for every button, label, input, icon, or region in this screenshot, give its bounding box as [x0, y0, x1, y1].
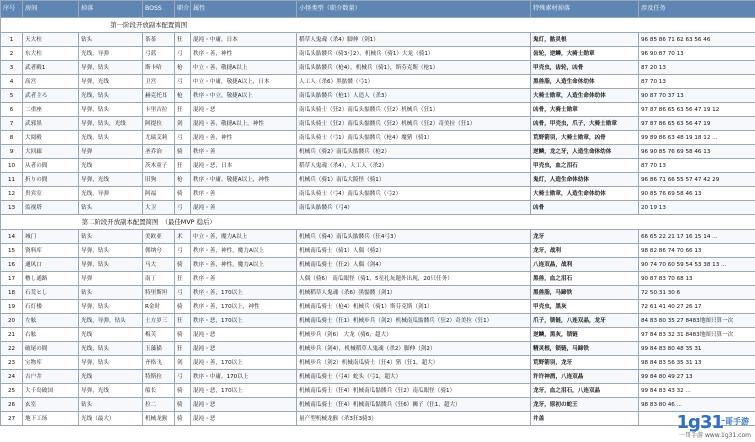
cell-no: 19 [1, 300, 23, 314]
cell-drop: 光线 [79, 328, 143, 342]
cell-room: 高宫 [23, 75, 79, 89]
cell-job: 狂 [175, 159, 191, 173]
cell-mat: 逆鳞，龙之牙，人造生命体幼体 [531, 145, 639, 159]
cell-job: 骑 [175, 328, 191, 342]
cell-job: 剑 [175, 117, 191, 131]
cell-attr: 秩序・善，170以上 [191, 286, 297, 300]
table-row [1, 145, 755, 159]
cell-room: 东大柱 [23, 47, 79, 61]
cell-mobs: 稻草人鬼魂（杀4）脚伸（剑1） [297, 33, 531, 47]
table-row [1, 412, 755, 426]
cell-drop: 导弹，钻头 [79, 258, 143, 272]
cell-no: 14 [1, 230, 23, 244]
cell-tasks: 98 84 83 56 35 31 13 [639, 356, 755, 370]
table-row [1, 300, 755, 314]
cell-no: 18 [1, 286, 23, 300]
cell-boss: 弓蓝 [143, 47, 175, 61]
section-title-row [1, 18, 755, 33]
cell-room: 大千岛破国 [23, 384, 79, 398]
section-title-row [1, 215, 755, 230]
cell-drop: 钻头 [79, 230, 143, 244]
cell-job: 狂 [175, 342, 191, 356]
cell-room: 櫓し通路 [23, 272, 79, 286]
cell-boss: 斯卡哈 [143, 61, 175, 75]
cell-mat: 黑兽，血之泪石 [531, 272, 639, 286]
cell-job: 弓 [175, 244, 191, 258]
section-title-spacer [297, 215, 755, 230]
cell-attr: 混沌・善 [191, 201, 297, 215]
cell-mobs: 稻草人鬼魂（杀4），人工人（杀2） [297, 159, 531, 173]
cell-drop: 导弹，光线 [79, 75, 143, 89]
table-row [1, 244, 755, 258]
table-row [1, 356, 755, 370]
cell-boss: 特斯拉 [143, 370, 175, 384]
cell-tasks: 20 19 13 [639, 201, 755, 215]
cell-no: 12 [1, 187, 23, 201]
cell-job: 骑 [175, 187, 191, 201]
cell-job: 骑 [175, 398, 191, 412]
table-row [1, 314, 755, 328]
cell-boss: 特里斯坦 [143, 286, 175, 300]
cell-no: 25 [1, 384, 23, 398]
cell-boss: 旧狗 [143, 173, 175, 187]
cell-attr: 混沌・善，神性 [191, 131, 297, 145]
cell-no: 20 [1, 314, 23, 328]
cell-attr: 混沌・善，170以上 [191, 356, 297, 370]
cell-mobs: 南瓜头骷髅兵（枪1）人造人（杀3） [297, 89, 531, 103]
cell-attr: 混沌・恶 [191, 328, 297, 342]
table-row [1, 33, 755, 47]
cell-mobs: 机械步兵（剑2）机械南瓜骑士（狂4）猪（狂1，超大） [297, 356, 531, 370]
cell-room: 从者の間 [23, 159, 79, 173]
cell-mobs: 机械南瓜骑士（狂4）机械南瓜骷髅兵（狂2）南瓜眼怪（骑1） [297, 384, 531, 398]
cell-tasks: 72 61 41 40 27 26 17 [639, 300, 755, 314]
cell-mobs: 南瓜头骑士（弓1）南瓜头骷髅兵（枪4）魔猪（骑1） [297, 131, 531, 145]
cell-drop: 导弹，钻头 [79, 103, 143, 117]
cell-mobs: 南瓜头骷髅兵（骑3弓2），机械兵（骑1）大龙（骑1） [297, 47, 531, 61]
table-row [1, 258, 755, 272]
cell-boss: 阿福 [143, 187, 175, 201]
cell-boss: 卡里吉拉 [143, 103, 175, 117]
cell-mobs: 机械南瓜骑士（狂2）人偶（剑4） [297, 258, 531, 272]
table-body [1, 18, 755, 426]
cell-boss: 美欧亚 [143, 230, 175, 244]
cell-boss: 南丁 [143, 272, 175, 286]
cell-tasks: 87 20 13 [639, 61, 755, 75]
cell-drop: 光线，钻头 [79, 131, 143, 145]
cell-tasks: 97 87 86 65 63 56 47 19 12 [639, 103, 755, 117]
cell-boss: 茶茶 [143, 33, 175, 47]
cell-attr: 秩序・中庸，敬捷A以上，神性 [191, 173, 297, 187]
cell-boss: 玉藻猫 [143, 342, 175, 356]
cell-mobs: 南瓜头骷髅兵（枪4），机械兵（骑1），斯芬克斯（枪1） [297, 61, 531, 75]
cell-tasks: 66 65 22 21 17 16 15 14 ... [639, 230, 755, 244]
cell-drop: 钻头 [79, 201, 143, 215]
cell-no: 2 [1, 47, 23, 61]
cell-tasks: 90 87 70 37 13 [639, 89, 755, 103]
header-tasks: 涉及任务 [639, 1, 755, 18]
cell-no: 11 [1, 173, 23, 187]
cell-drop: 导弹，钻头，光线 [79, 117, 143, 131]
cell-mobs: 机械南瓜骑士（骑1）人偶（骑2） [297, 244, 531, 258]
cell-room: 监视塔 [23, 201, 79, 215]
cell-mat: 荒野箭羽，龙牙 [531, 356, 639, 370]
table-row [1, 370, 755, 384]
cell-no: 3 [1, 61, 23, 75]
cell-drop: 导弹，钻头 [79, 61, 143, 75]
cell-attr: 中立・善，敬捷A以上 [191, 61, 297, 75]
cell-no: 22 [1, 342, 23, 356]
cell-attr: 混沌・恶 [191, 412, 297, 426]
cell-room: 通风口 [23, 258, 79, 272]
cell-drop: 导弹，钻头 [79, 300, 143, 314]
cell-job: 弓 [175, 370, 191, 384]
cell-no: 4 [1, 75, 23, 89]
cell-attr: 秩序・善 [191, 187, 297, 201]
cell-boss: 圣乔治 [143, 145, 175, 159]
cell-attr: 秩序・善，170以上，神性 [191, 300, 297, 314]
watermark-cn: 一哥手游 [717, 417, 749, 426]
cell-job: 骑 [175, 258, 191, 272]
cell-drop: 导弹 [79, 272, 143, 286]
table-row [1, 131, 755, 145]
cell-no: 8 [1, 131, 23, 145]
table-row [1, 89, 755, 103]
cell-no: 9 [1, 145, 23, 159]
table-row [1, 286, 755, 300]
cell-no: 15 [1, 244, 23, 258]
table-row [1, 328, 755, 342]
cell-room: 左舷 [23, 314, 79, 328]
cell-no: 5 [1, 89, 23, 103]
cell-drop: 钻头 [79, 286, 143, 300]
cell-no: 24 [1, 370, 23, 384]
cell-job: 枪 [175, 61, 191, 75]
cell-boss: 马大 [143, 258, 175, 272]
cell-tasks: 90 85 76 69 58 46 13 [639, 187, 755, 201]
cell-no: 1 [1, 33, 23, 47]
table-row [1, 187, 755, 201]
cell-room: 武邪黒 [23, 117, 79, 131]
cell-mat: 凶骨，大骑士勋章 [531, 103, 639, 117]
cell-no: 6 [1, 103, 23, 117]
table-row [1, 159, 755, 173]
cell-mat: 荒野箭羽，大骑士勋章，凶骨 [531, 131, 639, 145]
table-row [1, 272, 755, 286]
cell-room: 吉户井 [23, 370, 79, 384]
cell-tasks: 84 83 80 35 27 8483地图只算一次 [639, 314, 755, 328]
cell-job: 弓 [175, 286, 191, 300]
cell-job: 弓 [175, 131, 191, 145]
cell-room: 大阅殿 [23, 131, 79, 145]
cell-no: 21 [1, 328, 23, 342]
header-room: 房间 [23, 1, 79, 18]
cell-drop: 光线，导弹 [79, 187, 143, 201]
cell-job: 狂 [175, 33, 191, 47]
cell-mobs: 人偶（骑6） 南瓜眼怪（骑1，5星扎灰题外出现，20只任务） [297, 272, 531, 286]
cell-mat: 齿轮，逆鳞，大骑士勋章 [531, 47, 639, 61]
cell-room: 贵宾室 [23, 187, 79, 201]
cell-job: 弓 [175, 47, 191, 61]
cell-drop: 钻头 [79, 398, 143, 412]
cell-mat: 龙牙 [531, 230, 639, 244]
section-title: 第一阶段开放副本配置简图 [1, 18, 297, 33]
cell-boss: 大卫 [143, 201, 175, 215]
cell-job: 狂 [175, 314, 191, 328]
cell-mobs: 机械南瓜骑士（狂1）机械步兵（剑2）机械南瓜骷髅兵（狂2）奇美拉（狂1） [297, 314, 531, 328]
cell-room: 破尾の間 [23, 342, 79, 356]
cell-mobs: 机械兵（骑4）南瓜头骷髅兵（狂4弓3） [297, 230, 531, 244]
cell-tasks: 87 70 13 [639, 75, 755, 89]
cell-mat: 鬼灯，人造生命体幼体 [531, 173, 639, 187]
table-row [1, 61, 755, 75]
cell-attr: 混沌・恶 [191, 103, 297, 117]
cell-drop: 光线，钻头 [79, 342, 143, 356]
cell-attr: 秩序・善，神性，魔力A以上 [191, 258, 297, 272]
cell-job: 弓 [175, 75, 191, 89]
cell-job: 骑 [175, 145, 191, 159]
cell-attr: 混沌・恶，日本 [191, 159, 297, 173]
table-row [1, 75, 755, 89]
cell-tasks: 96 85 86 71 62 63 56 46 [639, 33, 755, 47]
header-row [1, 1, 755, 18]
cell-attr: 秩序・中立，敬捷A以上 [191, 89, 297, 103]
cell-tasks: 90 87 83 70 68 13 [639, 272, 755, 286]
cell-drop: 光线，导弹 [79, 47, 143, 61]
cell-no: 7 [1, 117, 23, 131]
cell-no: 13 [1, 201, 23, 215]
cell-tasks: 98 83 80 46 ... [639, 398, 755, 412]
cell-drop: 导弹，光线 [79, 173, 143, 187]
cell-tasks: 97 87 86 65 63 56 47 19 [639, 117, 755, 131]
cell-mat: 黑兽脂，马蹄铁 [531, 286, 639, 300]
cell-boss: 齐格飞 [143, 356, 175, 370]
cell-drop: 导弹，钻头 [79, 356, 143, 370]
cell-job: 弓 [175, 201, 191, 215]
watermark-sub: 一哥手游 www.1g31.com [679, 432, 751, 439]
cell-attr: 混沌・恶 [191, 342, 297, 356]
cell-attr: 秩序・善 [191, 272, 297, 286]
cell-mat: 甲壳虫，血之泪石 [531, 159, 639, 173]
cell-mobs: 机械南瓜骑士（枪4）机械兵（骑1）斯芬克斯（剑1） [297, 300, 531, 314]
cell-attr: 中立・善，魔力A以上 [191, 230, 297, 244]
cell-boss: 尤瑞艾莉 [143, 131, 175, 145]
cell-tasks: 72 50 31 30 6 [639, 286, 755, 300]
table-row [1, 103, 755, 117]
cell-boss: R金时 [143, 300, 175, 314]
cell-tasks: 99 84 83 43 32 ... [639, 384, 755, 398]
cell-attr: 中立・中庸，敬捷A以上，日本 [191, 75, 297, 89]
cell-room: 大回廊 [23, 145, 79, 159]
cell-no: 17 [1, 272, 23, 286]
cell-drop: 导弹，钻头 [79, 244, 143, 258]
cell-job: 枪 [175, 89, 191, 103]
cell-job: 骑 [175, 384, 191, 398]
cell-room: 地下工场 [23, 412, 79, 426]
header-boss: BOSS [143, 1, 175, 18]
cell-mobs: 机械步兵（剑6） 大龙（骑6，超大） [297, 328, 531, 342]
cell-room: 宝物库 [23, 356, 79, 370]
cell-mobs: 机械南瓜骑士（狂4）机械南瓜骷髅兵（狂6）狮子（狂1，超大） [297, 398, 531, 412]
cell-boss: 船长 [143, 384, 175, 398]
cell-mobs: 南瓜头骷髅兵（弓4） [297, 201, 531, 215]
cell-mat: 龙牙，原初の蛇王 [531, 398, 639, 412]
cell-drop: 导弹，光线 [79, 384, 143, 398]
cell-mobs: 机械兵（骑1）南瓜大阪怪（骑1） [297, 173, 531, 187]
cell-attr: 秩序・善，神性，魔力A以上 [191, 244, 297, 258]
cell-room: 武者主ろ [23, 89, 79, 103]
section-title: 第二阶段开放副本配置简图 （最佳MVP 稳后） [1, 215, 297, 230]
cell-mobs: 机械南瓜骑士（弓4）蛇头（弓1，超大） [297, 370, 531, 384]
cell-no: 16 [1, 258, 23, 272]
cell-drop: 光线，钻头 [79, 89, 143, 103]
cell-mobs: 南瓜头骑士（狂2）南瓜头骷髅兵（狂2）机械兵（狂1） [297, 103, 531, 117]
cell-mobs: 人工人（杀6）黑骷髅（弓1） [297, 75, 531, 89]
cell-attr: 混沌・中庸，日本 [191, 33, 297, 47]
cell-attr: 混沌・恶 [191, 398, 297, 412]
cell-job: 狂 [175, 272, 191, 286]
cell-boss: 阿提拉 [143, 117, 175, 131]
cell-mat: 甲壳虫，黑灰 [531, 300, 639, 314]
header-job: 职介 [175, 1, 191, 18]
cell-drop: 光线 [79, 159, 143, 173]
cell-room: 資料库 [23, 244, 79, 258]
section-title-spacer [297, 18, 755, 33]
cell-job: 术 [175, 230, 191, 244]
cell-job: 剑 [175, 356, 191, 370]
cell-drop: 钻头 [79, 33, 143, 47]
cell-tasks: 96 90 85 76 69 58 46 13 [639, 145, 755, 159]
cell-job: 骑 [175, 300, 191, 314]
cell-tasks: 96 90 87 70 13 [639, 47, 755, 61]
cell-job: 骑 [175, 412, 191, 426]
cell-mat: 龙牙，血之泪石，八连双晶 [531, 384, 639, 398]
cell-mat: 精灵根，锁链，马蹄铁 [531, 342, 639, 356]
cell-attr: 混沌・恶，170以上 [191, 384, 297, 398]
cell-tasks: 90 74 70 60 59 54 53 38 13 ... [639, 258, 755, 272]
cell-tasks: 96 86 71 66 55 57 47 42 29 [639, 173, 755, 187]
cell-boss: 拉二 [143, 398, 175, 412]
cell-room: 石荒ヒし [23, 286, 79, 300]
cell-mobs: 南瓜头骑士（弓4）南瓜头骷髅兵（弓2） [297, 187, 531, 201]
cell-tasks: 98 82 86 74 70 66 13 [639, 244, 755, 258]
cell-boss: 茨木童子 [143, 159, 175, 173]
cell-boss: 赫克托耳 [143, 89, 175, 103]
table-row [1, 384, 755, 398]
table-row [1, 398, 755, 412]
cell-mobs: 机械兵（骑2）南瓜头骷髅兵（枪2） [297, 145, 531, 159]
cell-mat: 大骑士勋章，人造生命体幼体 [531, 187, 639, 201]
table-row [1, 47, 755, 61]
cell-tasks: 97 84 83 32 31 8483地图只算一次 [639, 328, 755, 342]
table-row [1, 117, 755, 131]
cell-boss: 佣纳兮 [143, 244, 175, 258]
cell-attr: 秩序・中庸，170以上 [191, 370, 297, 384]
cell-drop: 光线，导弹，钻头 [79, 314, 143, 328]
header-mat: 特殊素材掉落 [531, 1, 639, 18]
cell-mat: 龙牙，战利 [531, 244, 639, 258]
cell-mobs: 机械稻草人鬼魂（杀6）黑骷髅（剑1） [297, 286, 531, 300]
cell-mobs: 量产型机械龙猴（杀3狂3骑3） [297, 412, 531, 426]
cell-room: 折りの間 [23, 173, 79, 187]
cell-room: 武者殿1 [23, 61, 79, 75]
cell-no: 10 [1, 159, 23, 173]
cell-job: 枪 [175, 173, 191, 187]
cell-mat: 甲壳虫，齿轮，凶骨 [531, 61, 639, 75]
header-attr: 属性 [191, 1, 297, 18]
cell-room: 城门 [23, 230, 79, 244]
cell-room: 二重座 [23, 103, 79, 117]
cell-drop: 导弹 [79, 145, 143, 159]
cell-tasks: 99 84 80 49 27 13 [639, 370, 755, 384]
cell-boss: 梅芙 [143, 328, 175, 342]
cell-boss: 卫宫 [143, 75, 175, 89]
table-row [1, 201, 755, 215]
cell-mat: 凶骨 [531, 201, 639, 215]
cell-room: 右舷 [23, 328, 79, 342]
header-mobs: 小怪类型（职介数量） [297, 1, 531, 18]
cell-mobs: 机械步兵（剑4），机械稻草人鬼魂（杀2）脚伸（剑2） [297, 342, 531, 356]
cell-no: 26 [1, 398, 23, 412]
cell-mat: 凶骨，甲壳虫，爪子，大骑士勋章 [531, 117, 639, 131]
cell-mat: 逆鳞，黑灰，锁链 [531, 328, 639, 342]
cell-mat: 爪子，锁链，八连双晶，龙牙 [531, 314, 639, 328]
cell-mat: 许许神酒，八连双晶 [531, 370, 639, 384]
cell-mat: 大骑士勋章，人造生命体幼体 [531, 89, 639, 103]
cell-tasks: 99 84 83 80 48 35 31 [639, 342, 755, 356]
cell-mat: 八连双晶，战利 [531, 258, 639, 272]
header-no: 序号 [1, 1, 23, 18]
cell-attr: 秩序・善，神性 [191, 47, 297, 61]
cell-room: 石灯楼 [23, 300, 79, 314]
table-row [1, 230, 755, 244]
cell-attr: 混沌・善，敬捷A以上，神性 [191, 117, 297, 131]
cell-job: 狂 [175, 103, 191, 117]
cell-boss: 土方岁三 [143, 314, 175, 328]
cell-boss: 机械龙猴 [143, 412, 175, 426]
cell-room: 天大柱 [23, 33, 79, 47]
cell-tasks [639, 412, 755, 426]
watermark-logo-text: 1g31 [676, 412, 723, 433]
cell-tasks: 87 70 13 [639, 159, 755, 173]
cell-room: 玄室 [23, 398, 79, 412]
cell-drop: 光线 [79, 370, 143, 384]
cell-mat: 井盖 [531, 412, 639, 426]
table-row [1, 342, 755, 356]
cell-attr: 秩序・恶，170以上 [191, 314, 297, 328]
cell-mat: 黑兽脂，人造生命体幼体 [531, 75, 639, 89]
cell-tasks: 99 89 86 63 48 19 18 12 ... [639, 131, 755, 145]
cell-mat: 鬼灯，骷灵根 [531, 33, 639, 47]
cell-mobs: 南瓜头骑士（狂2）南瓜头骷髅兵（狂2）机械兵（狂2）奇美拉（狂1） [297, 117, 531, 131]
cell-attr: 秩序・善 [191, 145, 297, 159]
cell-no: 27 [1, 412, 23, 426]
cell-drop: 光线（最大） [79, 412, 143, 426]
cell-no: 23 [1, 356, 23, 370]
header-drop: 掉落 [79, 1, 143, 18]
table-row [1, 173, 755, 187]
